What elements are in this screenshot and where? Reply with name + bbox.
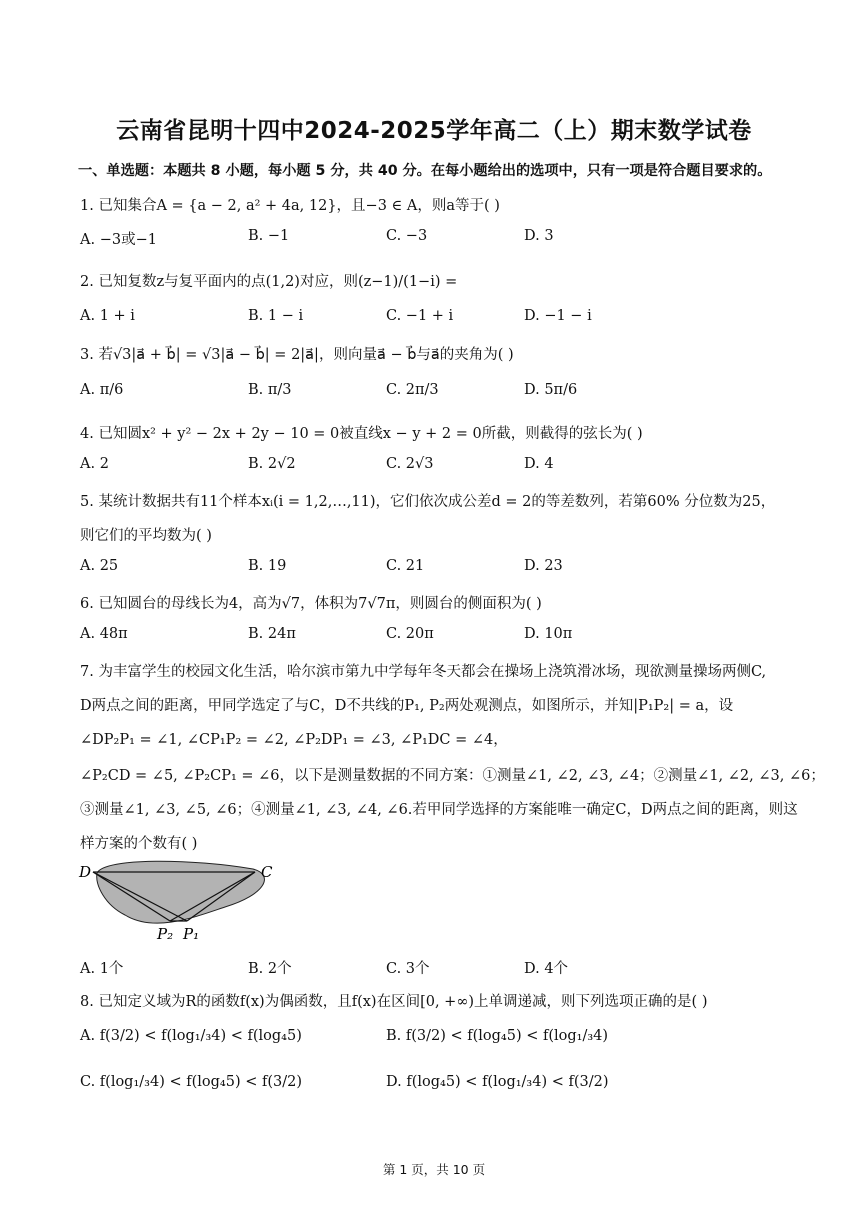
question-7-stem-line-2: D两点之间的距离，甲同学选定了与C，D不共线的P₁, P₂两处观测点，如图所示，并知|P₁P₂| = a，设	[80, 698, 734, 714]
option-c: C. 3个	[386, 961, 430, 977]
question-5-stem-line-1: 5. 某统计数据共有11个样本xᵢ(i = 1,2,…,11)，它们依次成公差d = 2的等差数列，若第60% 分位数为25，	[80, 494, 776, 510]
question-4-options	[80, 456, 840, 478]
option-b: B. f(3/2) < f(log₄5) < f(log₁/₃4)	[386, 1028, 609, 1044]
option-b: B. 2√2	[248, 456, 296, 472]
question-2-stem: 2. 已知复数z与复平面内的点(1,2)对应，则(z−1)/(1−i) =	[80, 274, 458, 290]
question-8-stem: 8. 已知定义域为R的函数f(x)为偶函数，且f(x)在区间[0, +∞)上单调递减，则下列选项正确的是( )	[80, 994, 708, 1010]
option-b: B. −1	[248, 228, 290, 244]
option-a: A. 48π	[80, 626, 128, 642]
question-7-options	[80, 957, 840, 979]
section-heading: 一、单选题：本题共 8 小题，每小题 5 分，共 40 分。在每小题给出的选项中，只有一项是符合题目要求的。	[78, 163, 772, 179]
rink-shape	[97, 861, 265, 923]
option-d: D. −1 − i	[524, 308, 592, 324]
option-c: C. f(log₁/₃4) < f(log₄5) < f(3/2)	[80, 1074, 302, 1090]
question-3-options	[80, 382, 840, 404]
question-8-options-row-2	[80, 1074, 840, 1096]
option-a: A. −3或−1	[80, 232, 157, 248]
option-d: D. 10π	[524, 626, 573, 642]
option-d: D. 23	[524, 558, 563, 574]
label-c: C	[261, 863, 273, 881]
question-1-stem: 1. 已知集合A = {a − 2, a² + 4a, 12}，且−3 ∈ A，则a等于( )	[80, 198, 500, 214]
question-1-options	[80, 228, 840, 250]
option-a: A. f(3/2) < f(log₁/₃4) < f(log₄5)	[80, 1028, 302, 1044]
option-b: B. π/3	[248, 382, 292, 398]
option-a: A. 25	[80, 558, 119, 574]
question-6-options	[80, 626, 840, 648]
question-2-options	[80, 308, 840, 330]
option-d: D. 4	[524, 456, 554, 472]
option-b: B. 2个	[248, 961, 292, 977]
option-d: D. f(log₄5) < f(log₁/₃4) < f(3/2)	[386, 1074, 609, 1090]
question-7-stem-line-5: ③测量∠1, ∠3, ∠5, ∠6；④测量∠1, ∠3, ∠4, ∠6.若甲同学选择的方案能唯一确定C，D两点之间的距离，则这	[80, 802, 798, 818]
option-d: D. 4个	[524, 961, 569, 977]
ice-rink-figure	[75, 855, 285, 945]
option-b: B. 24π	[248, 626, 296, 642]
question-4-stem: 4. 已知圆x² + y² − 2x + 2y − 10 = 0被直线x − y + 2 = 0所截，则截得的弦长为( )	[80, 426, 643, 442]
question-8-options-row-1	[80, 1028, 840, 1050]
option-a: A. 2	[80, 456, 109, 472]
question-7-stem-line-4: ∠P₂CD = ∠5, ∠P₂CP₁ = ∠6，以下是测量数据的不同方案：①测量∠1, ∠2, ∠3, ∠4；②测量∠1, ∠2, ∠3, ∠6；	[80, 768, 825, 784]
label-p1: P₁	[183, 925, 200, 943]
option-a: A. 1个	[80, 961, 124, 977]
option-c: C. 2π/3	[386, 382, 439, 398]
question-7-stem-line-1: 7. 为丰富学生的校园文化生活，哈尔滨市第九中学每年冬天都会在操场上浇筑滑冰场，现欲测量操场两侧C,	[80, 664, 767, 680]
page-footer: 第 1 页，共 10 页	[382, 1162, 486, 1177]
option-b: B. 1 − i	[248, 308, 304, 324]
label-d: D	[79, 863, 92, 881]
question-7-stem-line-3: ∠DP₂P₁ = ∠1, ∠CP₁P₂ = ∠2, ∠P₂DP₁ = ∠3, ∠P₁DC = ∠4，	[80, 732, 508, 748]
option-c: C. 2√3	[386, 456, 434, 472]
question-6-stem: 6. 已知圆台的母线长为4，高为√7，体积为7√7π，则圆台的侧面积为( )	[80, 596, 542, 612]
question-7-stem-line-6: 样方案的个数有( )	[80, 836, 198, 852]
question-5-options	[80, 558, 840, 580]
option-c: C. 21	[386, 558, 425, 574]
option-c: C. −3	[386, 228, 428, 244]
option-d: D. 5π/6	[524, 382, 578, 398]
option-b: B. 19	[248, 558, 287, 574]
option-a: A. π/6	[80, 382, 124, 398]
question-5-stem-line-2: 则它们的平均数为( )	[80, 528, 212, 544]
page-title: 云南省昆明十四中2024-2025学年高二（上）期末数学试卷	[116, 118, 752, 144]
label-p2: P₂	[157, 925, 174, 943]
question-3-stem: 3. 若√3|a⃗ + b⃗| = √3|a⃗ − b⃗| = 2|a⃗|，则向量a⃗ − b⃗与a⃗的夹角为( )	[80, 347, 514, 363]
option-c: C. 20π	[386, 626, 434, 642]
option-a: A. 1 + i	[80, 308, 135, 324]
option-d: D. 3	[524, 228, 554, 244]
option-c: C. −1 + i	[386, 308, 454, 324]
